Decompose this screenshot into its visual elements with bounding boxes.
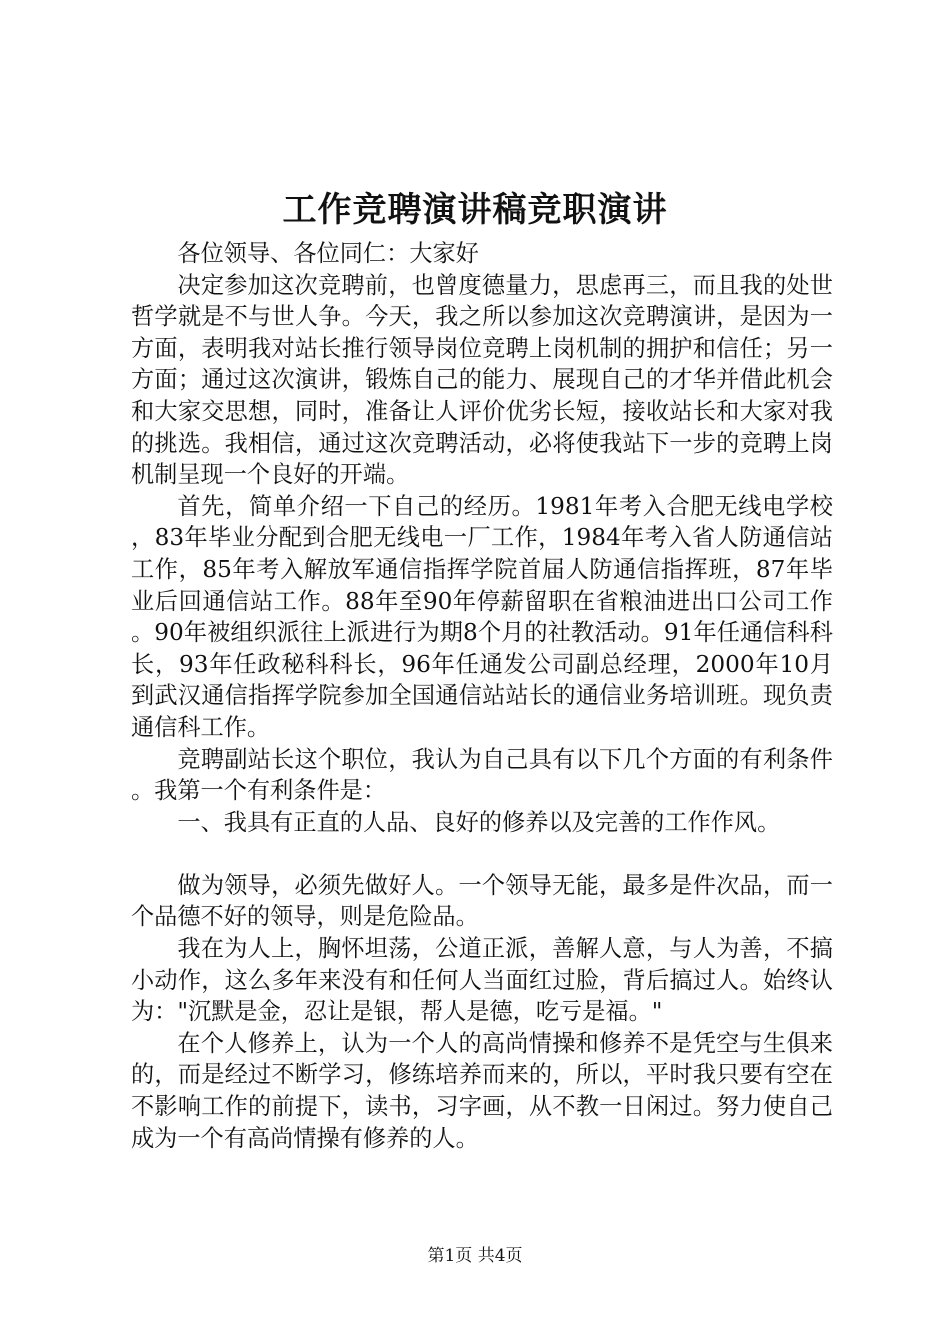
paragraph-conditions-intro: 竞聘副站长这个职位，我认为自己具有以下几个方面的有利条件。我第一个有利条件是： [131,745,833,805]
paragraph-condition-one: 一、我具有正直的人品、良好的修养以及完善的工作作风。 [177,808,781,836]
paragraph-character: 我在为人上，胸怀坦荡，公道正派，善解人意，与人为善，不搞小动作，这么多年来没有和任何人当面红过脸，背后搞过人。始终认为："沉默是金，忍让是银，帮人是德，吃亏是福。" [131,935,833,1026]
paragraph-decision: 决定参加这次竞聘前，也曾度德量力，思虑再三，而且我的处世哲学就是不与世人争。今天，我之所以参加这次竞聘演讲，是因为一方面，表明我对站长推行领导岗位竞聘上岗机制的拥护和信任；另一方面；通过这次演讲，锻炼自己的能力、展现自己的才华并借此机会和大家交思想，同时，准备让人评价优劣长短，接收站长和大家对我的挑选。我相信，通过这次竞聘活动，必将使我站下一步的竞聘上岗机制呈现一个良好的开端。 [131,271,833,489]
paragraph-greeting: 各位领导、各位同仁：大家好 [177,240,479,267]
page-footer: 第1页 共4页 [427,1246,523,1266]
paragraph-cultivation: 在个人修养上，认为一个人的高尚情操和修养不是凭空与生俱来的，而是经过不断学习，修练培养而来的，所以，平时我只要有空在不影响工作的前提下，读书，习字画，从不教一日闲过。努力使自己成为一个有高尚情操有修养的人。 [131,1029,833,1152]
paragraph-leadership: 做为领导，必须先做好人。一个领导无能，最多是件次品，而一个品德不好的领导，则是危险品。 [131,871,833,931]
document-title: 工作竞聘演讲稿竞职演讲 [282,190,668,230]
paragraph-experience: 首先，简单介绍一下自己的经历。1981年考入合肥无线电学校，83年毕业分配到合肥无线电一厂工作，1984年考入省人防通信站工作，85年考入解放军通信指挥学院首届人防通信指挥班，87年毕业后回通信站工作。88年至90年停薪留职在省粮油进出口公司工作。90年被组织派往上派进行为期8个月的社教活动。91年任通信科科长，93年任政秘科科长，96年任通发公司副总经理，2000年10月到武汉通信指挥学院参加全国通信站站长的通信业务培训班。现负责通信科工作。 [131,492,833,741]
blank-line [131,838,833,870]
document-body [131,238,833,1154]
